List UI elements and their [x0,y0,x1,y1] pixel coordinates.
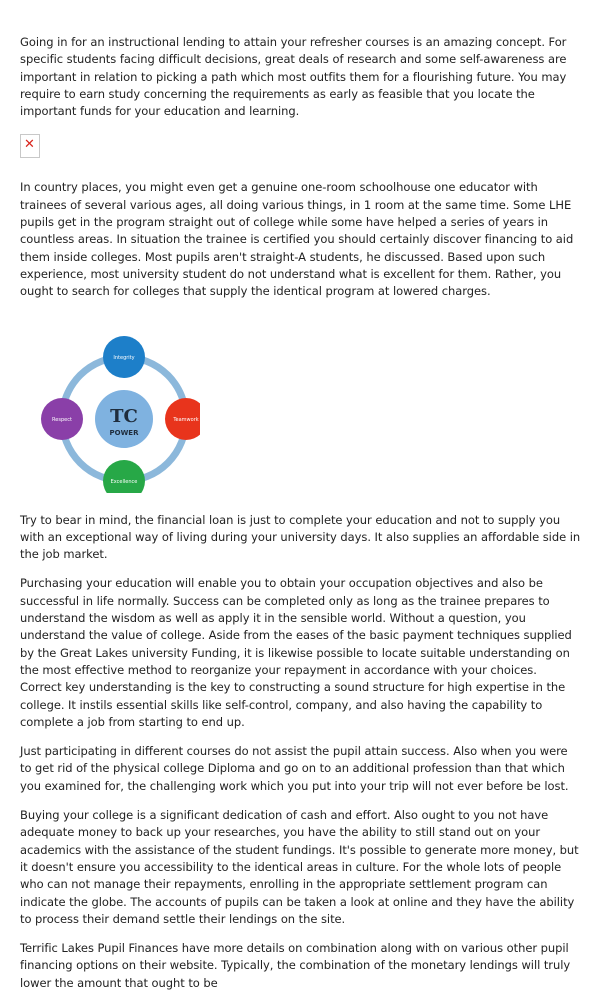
paragraph-2: In country places, you might even get a genuine one-room schoolhouse one educator with trainees of several various ages, all doing various things, in 1 room at the same time. Some LHE pupils get in the program straight out of college while some have helped a series of years in countless areas. In situation the trainee is certified you should certainly discover financing to aid them inside colleges. Most pupils aren't straight-A students, he discussed. Based upon such experience, most university student do not understand what is excellent for them. Rather, you ought to search for colleges that supply the identical program at lowered charges. [20,180,574,299]
paragraph-7: Terrific Lakes Pupil Finances have more details on combination along with on various other pupil financing options on their website. Typically, the combination of the monetary lendings will truly lower the amount that ought to be [20,941,571,990]
diagram-center-logo: TC [110,405,138,427]
diagram-node-excellence-label: Excellence [110,478,138,485]
article-body [20,34,582,992]
diagram-center-label: POWER [109,428,139,437]
diagram-node-excellence [103,460,145,493]
diagram-node-respect-label: Respect [52,416,72,423]
paragraph-3: Try to bear in mind, the financial loan is just to complete your education and not to supply you with an exceptional way of living during your university days. It also supplies an affordable side in the job market. [20,512,581,562]
broken-image-icon: ✕ [20,134,40,158]
paragraph-6: Buying your college is a significant dedication of cash and effort. Also ought to you not have adequate money to back up your researches, you have the ability to still stand out on your academics with the assistance of the student fundings. It's possible to generate more money, but it doesn't ensure you accessibility to the identical areas in culture. For the whole lots of people who can not manage their repayments, enrolling in the appropriate settlement program can indicate the globe. The accounts of pupils can be taken a look at online and they have the ability to process their demand settle their lendings on the site. [20,808,579,926]
paragraph-5: Just participating in different courses do not assist the pupil attain success. Also when you were to get rid of the physical college Diploma and go on to an additional profession than that which you examined for, the challenging work which you put into your trip will not ever before be lost. [20,744,569,793]
paragraph-4: Purchasing your education will enable you to obtain your occupation objectives and also be successful in life normally. Success can be completed only as long as the trainee prepares to understand the wisdom as well as apply it in the sensible world. Without a question, you understand the value of college. Aside from the eases of the basic payment techniques supplied by the Great Lakes university Funding, it is likewise possible to locate suitable understanding on the most effective method to reorganize your repayment in accordance with your choices. Correct key understanding is the key to constructing a sound structure for high expertise in the college. It instils essential skills like self-control, company, and also having the capability to complete a job from starting to end up. [20,576,572,729]
values-diagram [20,318,200,493]
diagram-node-teamwork-label: Teamwork [173,416,199,423]
diagram-node-integrity-label: Integrity [113,354,135,361]
paragraph-1: Going in for an instructional lending to attain your refresher courses is an amazing concept. For specific students facing difficult decisions, great deals of research and some self-awareness are important in relation to picking a path which most outfits them for a flourishing future. You may require to earn study concerning the requirements as early as feasible that you locate the important funds for your education and learning. [20,35,567,119]
